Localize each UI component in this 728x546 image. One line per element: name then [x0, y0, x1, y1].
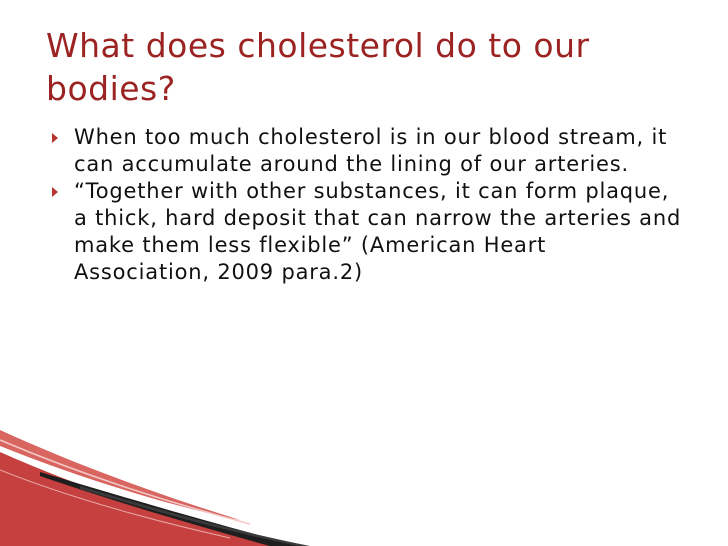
bullet-text: “Together with other substances, it can form plaque, a thick, hard deposit that can narrow the arteries and make them less flexible” (American Heart Association, 2009 para.2): [74, 179, 682, 284]
triangle-bullet-icon: [52, 187, 58, 197]
bullet-text: When too much cholesterol is in our blood stream, it can accumulate around the lining of our arteries.: [74, 125, 668, 176]
bullet-list: [48, 124, 688, 286]
bullet-item: [48, 124, 688, 178]
slide-title: What does cholesterol do to our bodies?: [46, 26, 590, 108]
bullet-item: [48, 178, 688, 286]
triangle-bullet-icon: [52, 133, 58, 143]
